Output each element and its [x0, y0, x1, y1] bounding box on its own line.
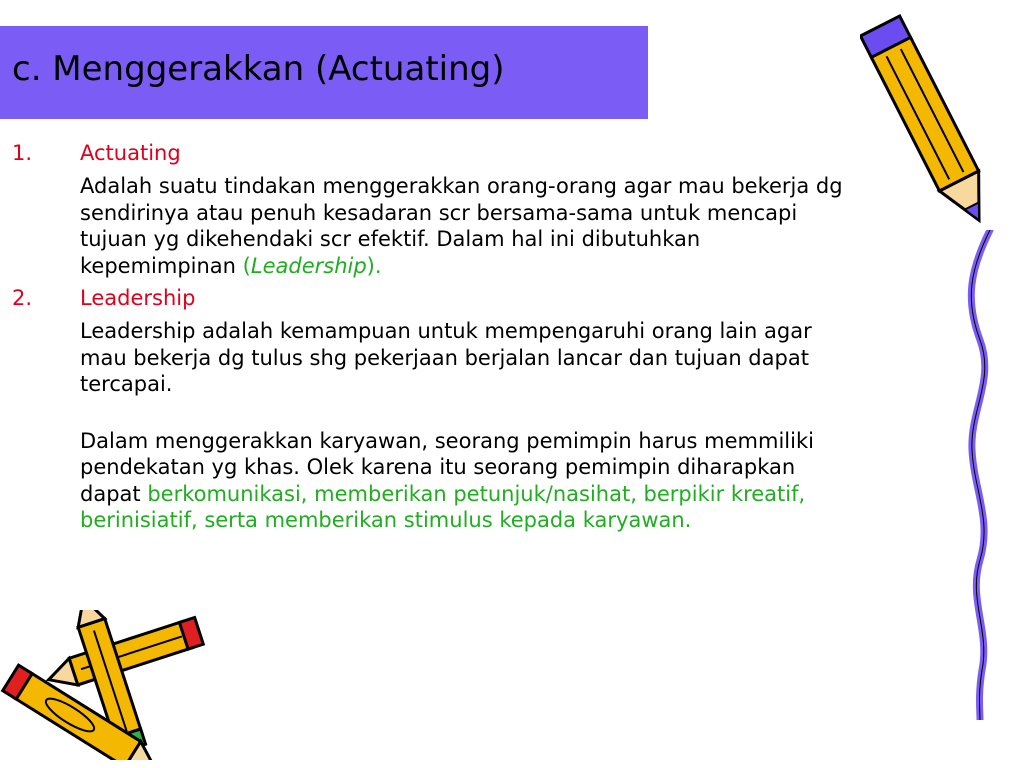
crossed-pencils-icon — [0, 610, 210, 760]
actuating-text: Adalah suatu tindakan menggerakkan orang-orang agar mau bekerja dg sendirinya atau penuh kesadaran scr bersama-sama untuk mencapi tujuan yg dikehendaki scr efektif. Dalam hal ini dibutuhkan kepemimpinan — [80, 174, 843, 278]
close-paren: ). — [366, 253, 382, 278]
slide-title: c. Menggerakkan (Actuating) — [12, 49, 505, 89]
item-title-actuating: Actuating — [80, 141, 181, 165]
slide-content — [12, 140, 852, 534]
leadership-approach — [80, 428, 852, 534]
approach-text: Dalam menggerakkan karyawan, seorang pemimpin harus memmiliki pendekatan yg khas. Olek karena itu seorang pemimpin diharapkan dapat — [80, 428, 814, 506]
item-number: 1. — [12, 141, 33, 165]
wavy-line-icon — [960, 230, 1000, 720]
actuating-definition — [80, 173, 852, 279]
open-paren: ( — [242, 253, 251, 278]
pencil-top-right-icon — [860, 4, 1000, 244]
item-number: 2. — [12, 286, 33, 310]
approach-highlight: berkomunikasi, memberikan petunjuk/nasihat, berpikir kreatif, berinisiatif, serta memberikan stimulus kepada karyawan. — [80, 481, 806, 532]
list-item-actuating — [12, 140, 852, 279]
leadership-definition: Leadership adalah kemampuan untuk mempengaruhi orang lain agar mau bekerja dg tulus shg pekerjaan berjalan lancar dan tujuan dapat tercapai. — [80, 319, 812, 396]
leadership-highlight: Leadership — [250, 253, 367, 278]
list-item-leadership — [12, 285, 852, 534]
item-title-leadership: Leadership — [80, 286, 196, 310]
